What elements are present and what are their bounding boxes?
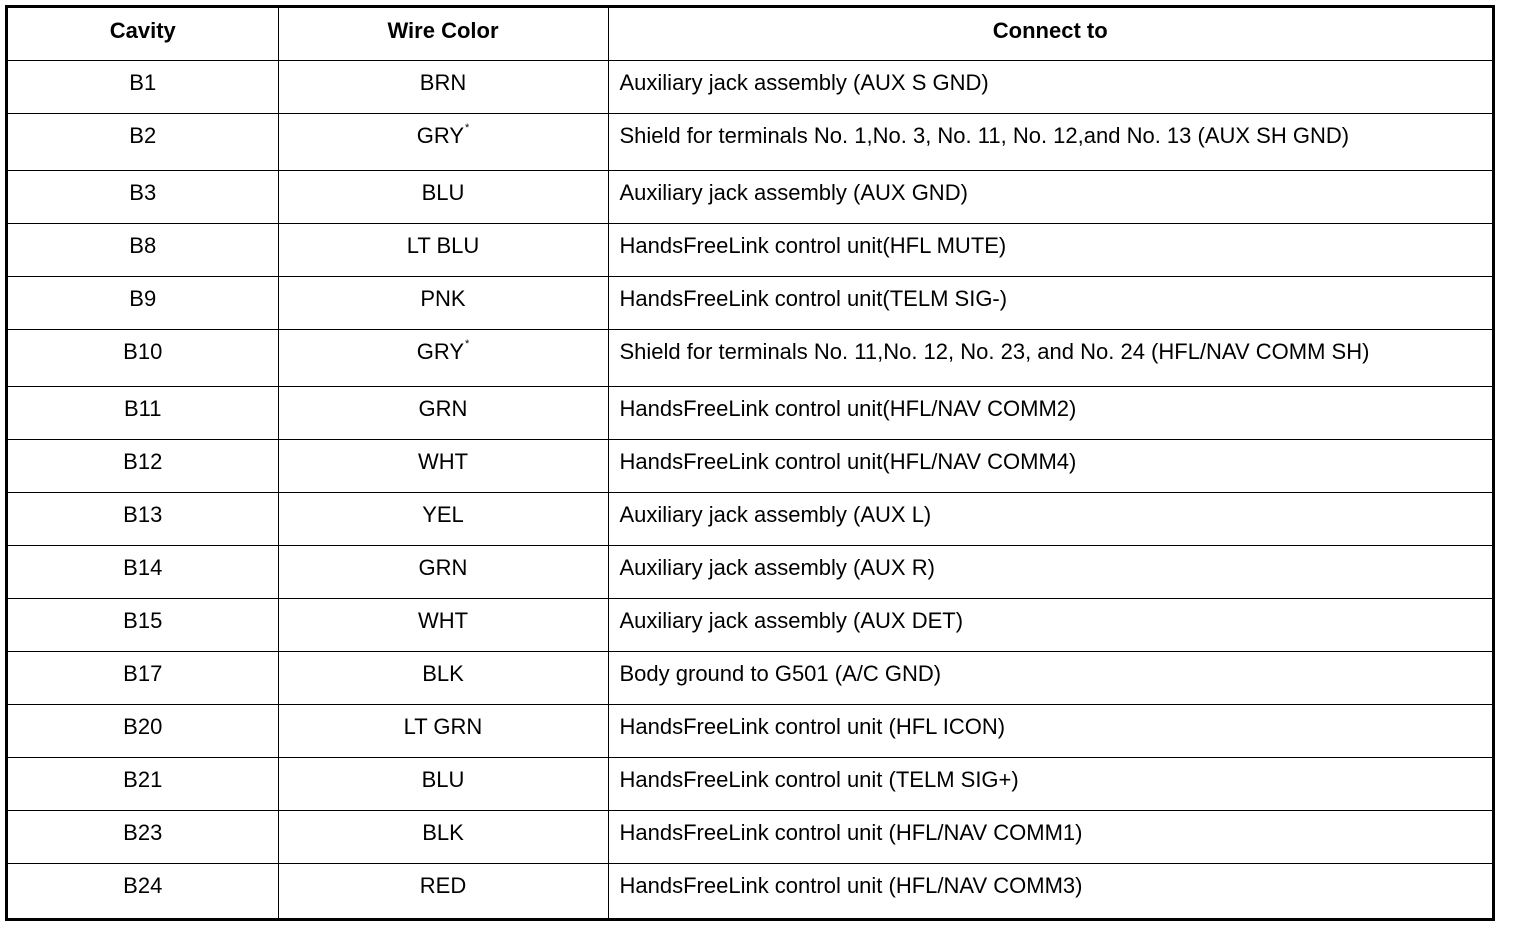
cavity-cell: B10: [8, 329, 278, 386]
cavity-cell: B14: [8, 545, 278, 598]
cavity-cell: B15: [8, 599, 278, 652]
wire-color-cell: [278, 545, 608, 598]
wire-color-text: PNK: [420, 285, 466, 311]
connect-to-cell: HandsFreeLink control unit (HFL/NAV COMM3): [608, 864, 1492, 918]
table-row: [8, 386, 1492, 439]
wire-color-cell: [278, 599, 608, 652]
table-row: [8, 864, 1492, 918]
wire-color-text: BLK: [422, 820, 464, 846]
wire-color-cell: [278, 60, 608, 113]
cavity-cell: B24: [8, 864, 278, 918]
cavity-cell: B23: [8, 811, 278, 864]
wire-color-text: LT GRN: [403, 714, 483, 740]
connector-table-frame: [5, 5, 1495, 921]
cavity-cell: B8: [8, 223, 278, 276]
cavity-cell: B11: [8, 386, 278, 439]
table-row: [8, 758, 1492, 811]
connect-to-cell: Auxiliary jack assembly (AUX S GND): [608, 60, 1492, 113]
wire-color-text: BLU: [421, 767, 465, 793]
cavity-cell: B2: [8, 113, 278, 170]
table-row: [8, 276, 1492, 329]
wire-color-cell: [278, 223, 608, 276]
table-body: [8, 60, 1492, 918]
wire-color-text: GRY: [416, 122, 464, 148]
table-row: [8, 113, 1492, 170]
connect-to-cell: HandsFreeLink control unit(HFL/NAV COMM4): [608, 439, 1492, 492]
wire-color-text: BLK: [422, 661, 464, 687]
table-row: [8, 705, 1492, 758]
connect-to-cell: Auxiliary jack assembly (AUX R): [608, 545, 1492, 598]
connect-to-cell: HandsFreeLink control unit(HFL MUTE): [608, 223, 1492, 276]
header-connect-to: Connect to: [608, 8, 1492, 60]
wire-color-cell: [278, 386, 608, 439]
wire-color-cell: [278, 705, 608, 758]
cavity-cell: B21: [8, 758, 278, 811]
connect-to-cell: HandsFreeLink control unit (HFL ICON): [608, 705, 1492, 758]
footnote-mark: *: [465, 121, 470, 134]
table-row: [8, 545, 1492, 598]
connect-to-cell: HandsFreeLink control unit (HFL/NAV COMM1): [608, 811, 1492, 864]
table-row: [8, 811, 1492, 864]
connect-to-cell: Auxiliary jack assembly (AUX DET): [608, 599, 1492, 652]
cavity-cell: B12: [8, 439, 278, 492]
wire-color-text: WHT: [417, 448, 469, 474]
wire-color-text: WHT: [417, 608, 469, 633]
table-row: [8, 170, 1492, 223]
table-row: [8, 599, 1492, 652]
cavity-cell: B13: [8, 492, 278, 545]
wire-color-cell: [278, 329, 608, 386]
wire-color-text: GRY: [416, 338, 464, 364]
connect-to-cell: Auxiliary jack assembly (AUX GND): [608, 170, 1492, 223]
wire-color-cell: [278, 864, 608, 918]
wire-color-text: RED: [419, 873, 467, 899]
wire-color-cell: [278, 652, 608, 705]
connect-to-cell: Auxiliary jack assembly (AUX L): [608, 492, 1492, 545]
table-row: [8, 60, 1492, 113]
wire-color-text: BLU: [421, 179, 465, 205]
wire-color-cell: [278, 811, 608, 864]
connect-to-cell: Shield for terminals No. 11,No. 12, No. 23, and No. 24 (HFL/NAV COMM SH): [608, 329, 1492, 386]
header-wire-color: Wire Color: [278, 8, 608, 60]
wire-color-text: LT BLU: [406, 232, 480, 258]
cavity-cell: B1: [8, 60, 278, 113]
wire-color-text: YEL: [422, 501, 464, 527]
connect-to-cell: HandsFreeLink control unit (TELM SIG+): [608, 758, 1492, 811]
connect-to-cell: Shield for terminals No. 1,No. 3, No. 11, No. 12,and No. 13 (AUX SH GND): [608, 113, 1492, 170]
cavity-cell: B20: [8, 705, 278, 758]
wire-color-cell: [278, 439, 608, 492]
table-row: [8, 652, 1492, 705]
wire-color-cell: [278, 492, 608, 545]
wire-color-cell: [278, 276, 608, 329]
table-row: [8, 223, 1492, 276]
cavity-cell: B9: [8, 276, 278, 329]
footnote-mark: *: [465, 337, 470, 350]
wire-color-cell: [278, 758, 608, 811]
cavity-cell: B3: [8, 170, 278, 223]
connect-to-cell: HandsFreeLink control unit(TELM SIG-): [608, 276, 1492, 329]
wire-color-text: GRN: [418, 395, 468, 421]
connect-to-cell: Body ground to G501 (A/C GND): [608, 652, 1492, 705]
cavity-cell: B17: [8, 652, 278, 705]
table-header-row: [8, 8, 1492, 60]
wire-color-cell: [278, 113, 608, 170]
table-row: [8, 439, 1492, 492]
wire-color-text: GRN: [418, 554, 468, 580]
wire-color-text: BRN: [419, 69, 467, 95]
wire-color-cell: [278, 170, 608, 223]
table-row: [8, 329, 1492, 386]
connect-to-cell: HandsFreeLink control unit(HFL/NAV COMM2): [608, 386, 1492, 439]
header-cavity: Cavity: [8, 8, 278, 60]
table-row: [8, 492, 1492, 545]
connector-pinout-table: [8, 8, 1492, 918]
